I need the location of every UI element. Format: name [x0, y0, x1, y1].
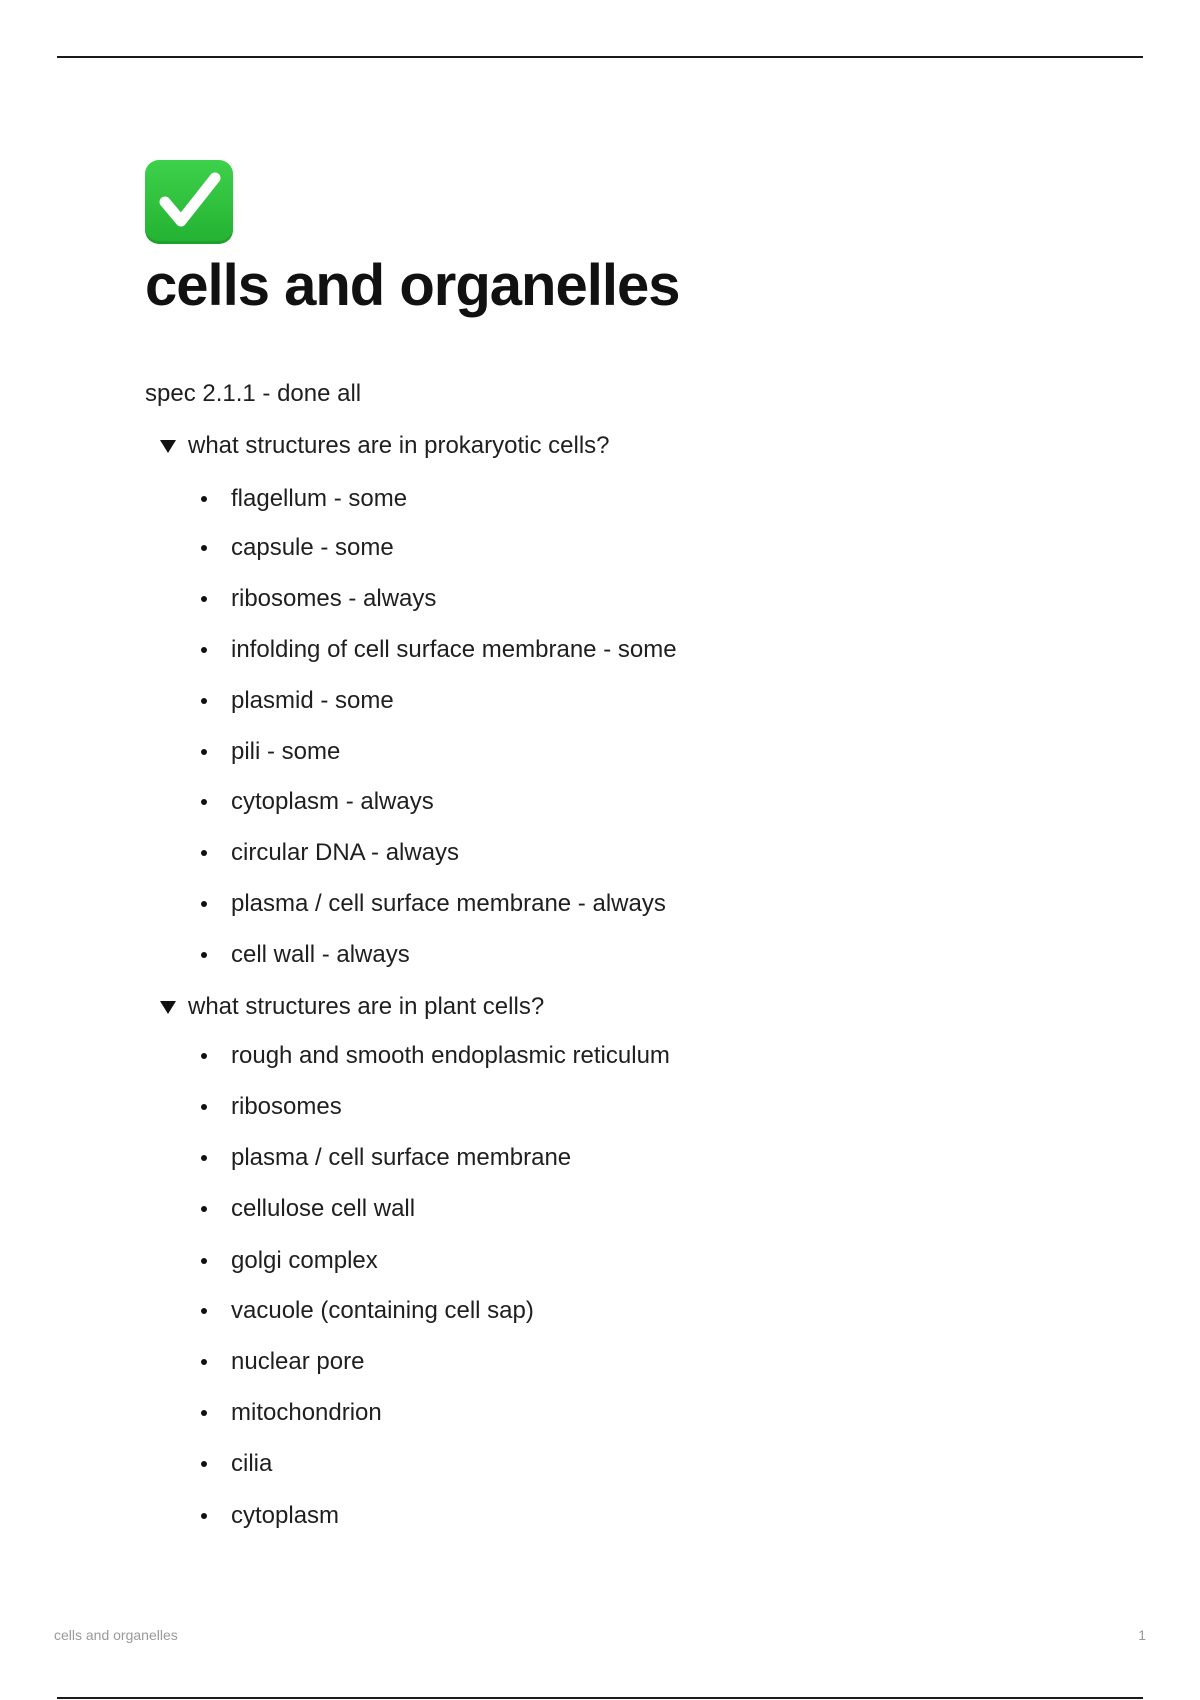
list-item	[201, 482, 407, 516]
bullet-icon	[201, 1359, 207, 1365]
list-item-text: pili - some	[231, 738, 341, 765]
list-item-text: golgi complex	[231, 1247, 378, 1274]
list-item	[201, 1090, 342, 1124]
list-item	[201, 1244, 378, 1278]
list-item	[201, 836, 459, 870]
footer-title: cells and organelles	[54, 1627, 178, 1643]
bullet-icon	[201, 1308, 207, 1314]
top-rule	[57, 56, 1143, 58]
list-item-text: cytoplasm - always	[231, 788, 434, 815]
list-item	[201, 1039, 670, 1073]
list-item-text: cell wall - always	[231, 941, 410, 968]
list-item-text: cytoplasm	[231, 1502, 340, 1529]
bullet-icon	[201, 799, 207, 805]
bullet-icon	[201, 1513, 207, 1519]
bullet-icon	[201, 952, 207, 958]
spec-note: spec 2.1.1 - done all	[145, 380, 362, 407]
list-item	[201, 1396, 382, 1430]
list-item-text: nuclear pore	[231, 1348, 365, 1375]
list-item-text: plasmid - some	[231, 687, 394, 714]
list-item	[201, 633, 677, 667]
list-item-text: cilia	[231, 1450, 273, 1477]
list-item-text: vacuole (containing cell sap)	[231, 1297, 534, 1324]
bullet-icon	[201, 596, 207, 602]
list-item	[201, 938, 410, 972]
bullet-icon	[201, 1104, 207, 1110]
list-item-text: rough and smooth endoplasmic reticulum	[231, 1042, 670, 1069]
list-item-text: infolding of cell surface membrane - some	[231, 636, 677, 663]
list-item	[201, 887, 666, 921]
toggle-triangle-icon[interactable]	[160, 440, 176, 453]
list-item	[201, 1447, 272, 1481]
list-item	[201, 1345, 364, 1379]
toggle-triangle-icon[interactable]	[160, 1001, 176, 1014]
list-item	[201, 1294, 534, 1328]
list-item	[201, 1141, 571, 1175]
list-item-text: mitochondrion	[231, 1399, 382, 1426]
bullet-icon	[201, 850, 207, 856]
list-item-text: capsule - some	[231, 534, 394, 561]
bullet-icon	[201, 1053, 207, 1059]
list-item	[201, 1499, 339, 1533]
footer-page-number: 1	[1138, 1627, 1146, 1643]
list-item	[201, 1192, 415, 1226]
list-item	[201, 582, 436, 616]
page-title: cells and organelles	[145, 253, 680, 318]
bullet-icon	[201, 1410, 207, 1416]
list-item	[201, 735, 340, 769]
bullet-icon	[201, 901, 207, 907]
bullet-icon	[201, 1206, 207, 1212]
bullet-icon	[201, 1258, 207, 1264]
toggle-plant-cells[interactable]	[160, 990, 544, 1024]
list-item-text: cellulose cell wall	[231, 1195, 416, 1222]
check-mark-button-icon	[145, 160, 233, 244]
list-item-text: plasma / cell surface membrane - always	[231, 890, 666, 917]
bullet-icon	[201, 749, 207, 755]
bullet-icon	[201, 496, 207, 502]
bullet-icon	[201, 1461, 207, 1467]
bullet-icon	[201, 647, 207, 653]
toggle-heading: what structures are in prokaryotic cells?	[188, 432, 610, 459]
list-item-text: flagellum - some	[231, 485, 408, 512]
toggle-prokaryotic-cells[interactable]	[160, 429, 610, 463]
list-item	[201, 684, 394, 718]
list-item	[201, 531, 394, 565]
list-item-text: ribosomes	[231, 1093, 342, 1120]
list-item	[201, 785, 434, 819]
bullet-icon	[201, 545, 207, 551]
list-item-text: ribosomes - always	[231, 585, 437, 612]
bottom-rule	[57, 1697, 1143, 1699]
bullet-icon	[201, 698, 207, 704]
list-item-text: plasma / cell surface membrane	[231, 1144, 572, 1171]
bullet-icon	[201, 1155, 207, 1161]
list-item-text: circular DNA - always	[231, 839, 460, 866]
toggle-heading: what structures are in plant cells?	[188, 993, 545, 1020]
